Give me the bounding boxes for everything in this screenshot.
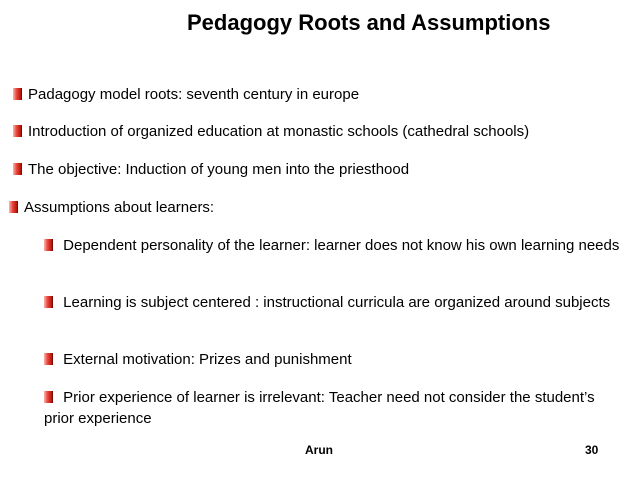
bullet-text: Assumptions about learners:	[24, 199, 215, 216]
sub-bullet-item	[44, 349, 624, 370]
red-square-bullet-icon	[13, 163, 22, 175]
red-square-bullet-icon	[9, 201, 18, 213]
red-square-bullet-icon	[44, 353, 53, 365]
sub-bullet-item	[44, 292, 624, 313]
bullet-text: The objective: Induction of young men into the priesthood	[28, 161, 410, 178]
sub-bullet-text: Dependent personality of the learner: learner does not know his own learning needs	[59, 237, 620, 254]
sub-bullet-item	[44, 235, 624, 256]
red-square-bullet-icon	[44, 391, 53, 403]
bullet-text: Padagogy model roots: seventh century in europe	[28, 86, 360, 103]
bullet-text: Introduction of organized education at monastic schools (cathedral schools)	[28, 123, 530, 140]
slide-title: Pedagogy Roots and Assumptions	[187, 10, 551, 35]
bullet-item	[13, 84, 359, 105]
footer-author: Arun	[305, 443, 333, 457]
red-square-bullet-icon	[13, 88, 22, 100]
red-square-bullet-icon	[13, 125, 22, 137]
sub-bullet-text: Prior experience of learner is irrelevant: Teacher need not consider the student’s prior experience	[44, 389, 595, 427]
bullet-item	[13, 121, 529, 142]
footer-page-number: 30	[585, 443, 599, 457]
red-square-bullet-icon	[44, 239, 53, 251]
bullet-item	[13, 159, 409, 180]
red-square-bullet-icon	[44, 296, 53, 308]
sub-bullet-item	[44, 387, 624, 429]
sub-bullet-text: External motivation: Prizes and punishment	[59, 351, 352, 368]
bullet-item	[9, 197, 214, 218]
sub-bullet-text: Learning is subject centered : instructional curricula are organized around subjects	[59, 294, 611, 311]
